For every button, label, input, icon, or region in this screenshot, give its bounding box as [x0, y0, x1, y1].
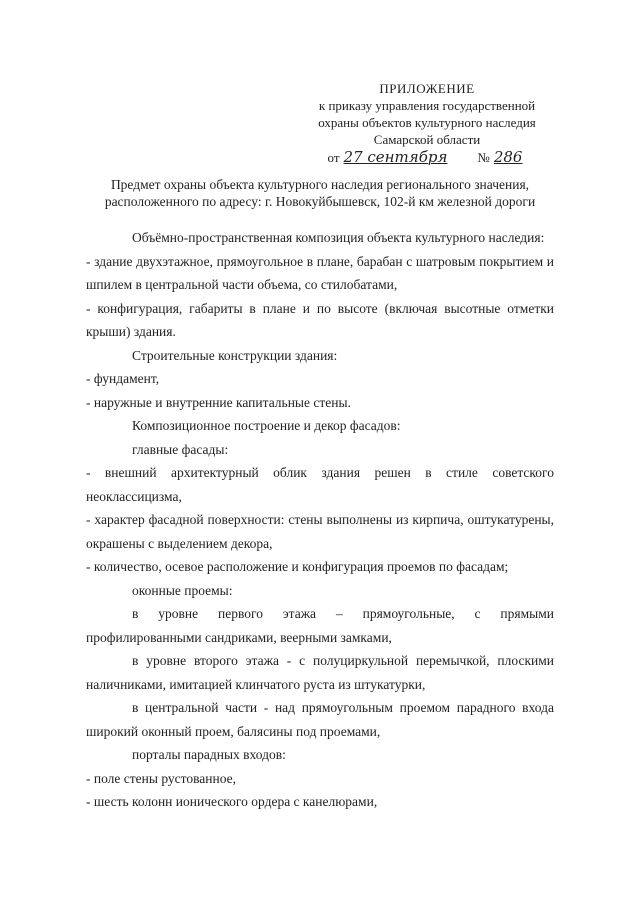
number-prefix: № [477, 150, 490, 165]
paragraph: - внешний архитектурный облик здания решен в стиле советского неоклассицизма, [86, 465, 554, 504]
appendix-line: Самарской области [373, 132, 481, 147]
handwritten-date: 27 сентября [343, 148, 448, 166]
paragraph: - конфигурация, габариты в плане и по высоте (включая высотные отметки крыши) здания. [86, 300, 554, 339]
paragraph: - поле стены рустованное, [86, 770, 237, 786]
heading-line: Предмет охраны объекта культурного наследия регионального значения, [110, 177, 530, 192]
date-prefix: от [327, 150, 340, 165]
document-body [86, 226, 554, 814]
paragraph: Объёмно-пространственная композиция объекта культурного наследия: [132, 230, 545, 245]
appendix-title: ПРИЛОЖЕНИЕ [379, 81, 475, 96]
appendix-line: к приказу управления государственной [318, 98, 536, 113]
paragraph: - количество, осевое расположение и конфигурация проемов по фасадам; [86, 559, 509, 574]
paragraph: в уровне второго этажа - с полуциркульной перемычкой, плоскими наличниками, имитацией клинчатого руста из штукатурки, [86, 653, 554, 692]
paragraph: Строительные конструкции здания: [132, 347, 338, 363]
paragraph: главные фасады: [132, 441, 229, 457]
paragraph: - фундамент, [86, 371, 160, 386]
paragraph: - здание двухэтажное, прямоугольное в плане, барабан с шатровым покрытием и шпилем в центральной части объема, со стилобатами, [86, 253, 554, 292]
handwritten-number: 286 [493, 148, 523, 166]
heading-line: расположенного по адресу: г. Новокуйбышевск, 102-й км железной дороги [104, 194, 536, 209]
document-heading [60, 176, 580, 210]
appendix-block [312, 80, 542, 166]
paragraph: в центральной части - над прямоугольным проемом парадного входа широкий оконный проем, балясины под проемами, [86, 700, 554, 739]
appendix-line: охраны объектов культурного наследия [318, 115, 536, 130]
paragraph: - шесть колонн ионического ордера с канелюрами, [86, 794, 378, 809]
paragraph: - характер фасадной поверхности: стены выполнены из кирпича, оштукатурены, окрашены с выделением декора, [86, 512, 554, 551]
paragraph: - наружные и внутренние капитальные стены. [86, 394, 351, 410]
paragraph: в уровне первого этажа – прямоугольные, с прямыми профилированными сандриками, веерными замками, [86, 606, 554, 645]
paragraph: оконные проемы: [132, 582, 233, 598]
paragraph: Композиционное построение и декор фасадов: [132, 418, 401, 433]
order-date-number-line [312, 149, 542, 166]
paragraph: порталы парадных входов: [132, 747, 286, 762]
